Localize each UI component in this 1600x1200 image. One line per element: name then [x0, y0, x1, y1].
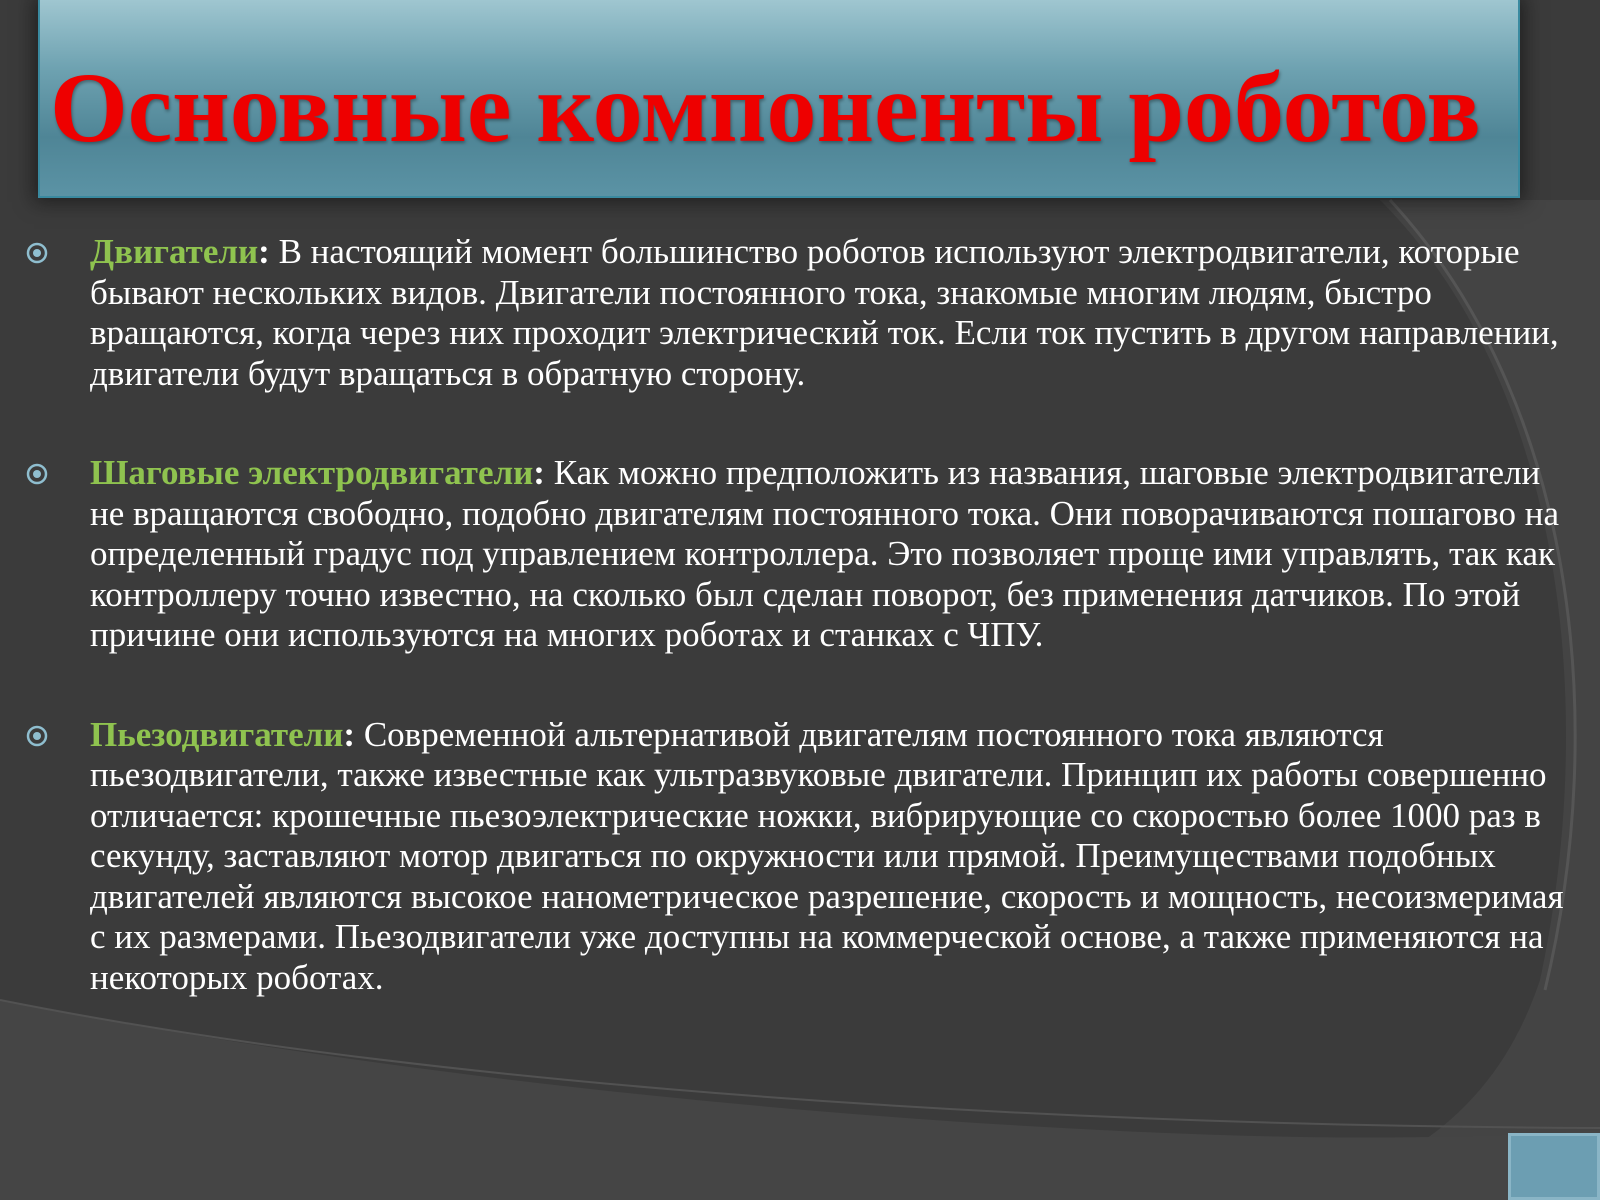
term-label: Пьезодвигатели: [90, 714, 344, 754]
item-description: Как можно предположить из названия, шаговые электродвигатели не вращаются свободно, подобно двигателям постоянного тока. Они поворачиваются пошагово на определенный градус под управлением контроллера. Это позволяет проще ими управлять, так как контроллеру точно известно, на сколько был сделан поворот, без применения датчиков. По этой причине они используются на многих роботах и станках с ЧПУ.: [90, 453, 1559, 654]
term-label: Двигатели: [90, 232, 259, 271]
bullet-item-stepper-motors: [20, 453, 1580, 656]
circle-bullet-icon: [26, 725, 48, 747]
circle-bullet-icon: [26, 463, 48, 485]
slide-title: Основные компоненты роботов: [50, 52, 1481, 163]
item-description: В настоящий момент большинство роботов используют электродвигатели, которые бывают нескольких видов. Двигатели постоянного тока, знакомые многим людям, быстро вращаются, когда через них проходит электрический ток. Если ток пустить в другом направлении, двигатели будут вращаться в обратную сторону.: [90, 232, 1559, 393]
term-colon: :: [258, 232, 270, 271]
term-colon: :: [533, 453, 545, 492]
term-label: Шаговые электродвигатели: [90, 453, 534, 492]
item-description: Современной альтернативой двигателям постоянного тока являются пьезодвигатели, также известные как ультразвуковые двигатели. Принцип их работы совершенно отличается: крошечные пьезоэлектрические ножки, вибрирующие со скоростью более 1000 раз в секунду, заставляют мотор двигаться по окружности или прямой. Преимуществами подобных двигателей являются высокое нанометрическое разрешение, скорость и мощность, несоизмеримая с их размерами. Пьезодвигатели уже доступны на коммерческой основе, а также применяются на некоторых роботах.: [90, 714, 1564, 997]
bullet-item-piezo-motors: [20, 715, 1580, 999]
corner-decoration-box: [1508, 1133, 1600, 1200]
bullet-list: [20, 232, 1580, 998]
bullet-item-motors: [20, 232, 1580, 394]
circle-bullet-icon: [26, 242, 48, 264]
title-bar: [38, 0, 1520, 198]
term-colon: :: [343, 714, 356, 754]
